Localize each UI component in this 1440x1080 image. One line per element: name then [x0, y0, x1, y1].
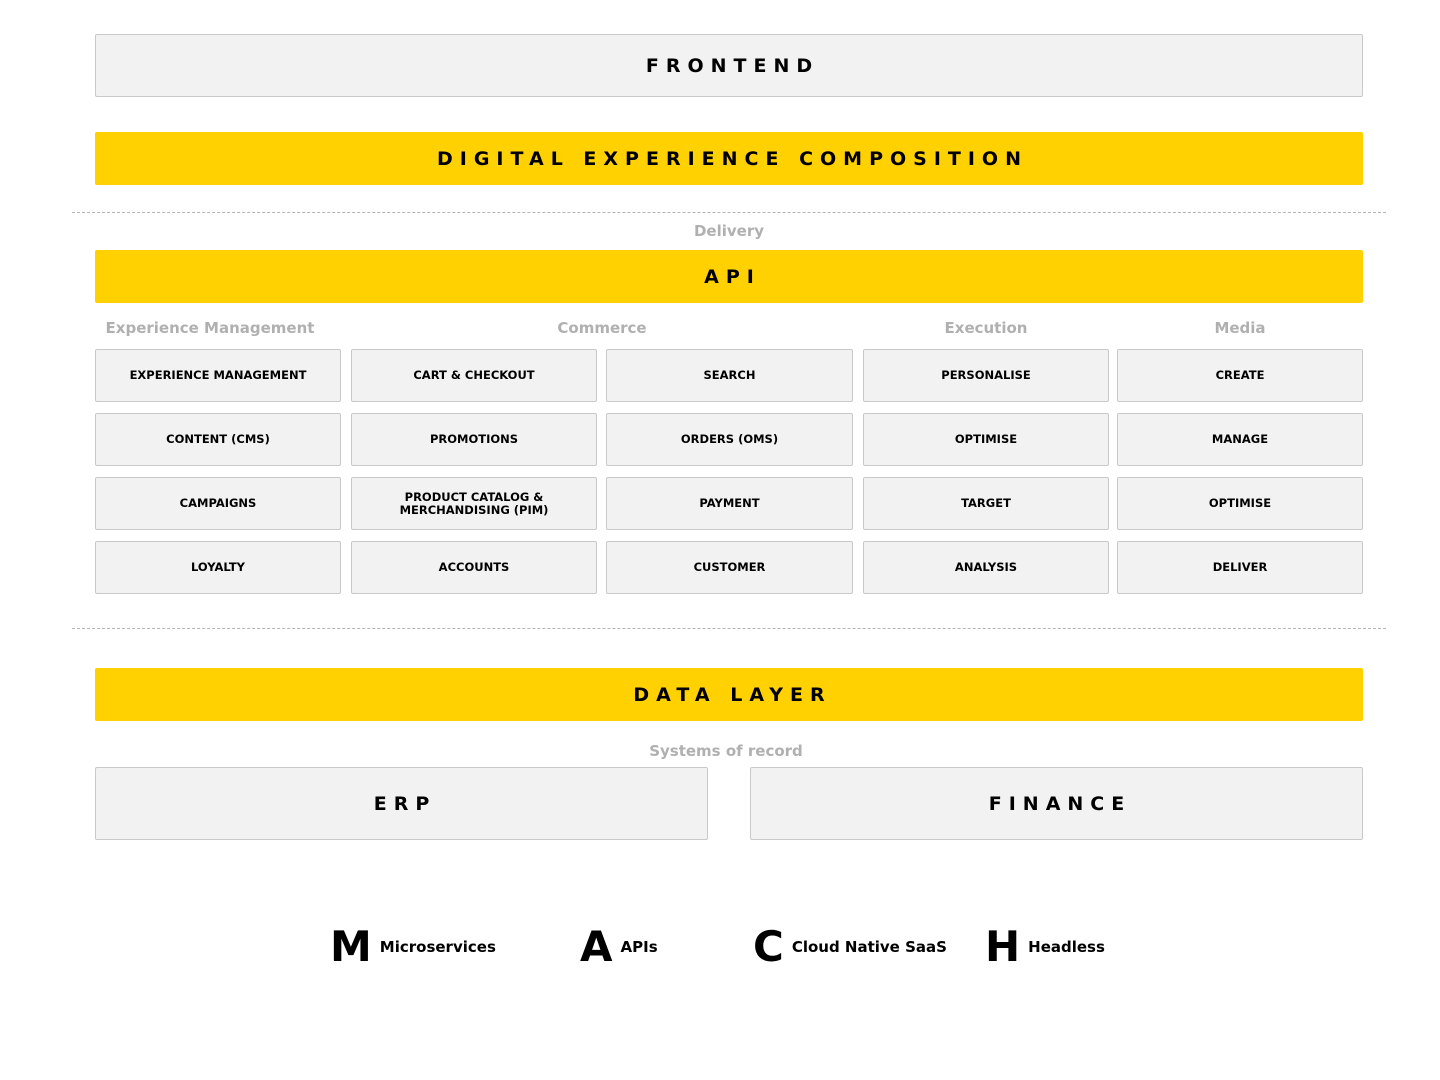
legend-label-headless: Headless: [1028, 938, 1105, 956]
legend-headless: [985, 922, 1105, 971]
cell-deliver: DELIVER: [1117, 541, 1363, 594]
column-header-execution: Execution: [944, 319, 1028, 337]
cell-experience-management: EXPERIENCE MANAGEMENT: [95, 349, 341, 402]
legend-letter-h: H: [985, 922, 1021, 971]
cell-target: TARGET: [863, 477, 1109, 530]
legend-label-apis: APIs: [620, 938, 658, 956]
cell-customer: CUSTOMER: [606, 541, 853, 594]
system-erp: ERP: [95, 767, 708, 840]
cell-product-catalog-pim: PRODUCT CATALOG & MERCHANDISING (PIM): [351, 477, 597, 530]
cell-manage: MANAGE: [1117, 413, 1363, 466]
cell-optimise-execution: OPTIMISE: [863, 413, 1109, 466]
systems-caption: Systems of record: [649, 742, 803, 760]
column-header-commerce: Commerce: [557, 319, 647, 337]
cell-accounts: ACCOUNTS: [351, 541, 597, 594]
cell-cart-checkout: CART & CHECKOUT: [351, 349, 597, 402]
legend-letter-a: A: [580, 922, 613, 971]
legend-letter-m: M: [330, 922, 372, 971]
dxc-layer: DIGITAL EXPERIENCE COMPOSITION: [95, 132, 1363, 185]
cell-campaigns: CAMPAIGNS: [95, 477, 341, 530]
cell-search: SEARCH: [606, 349, 853, 402]
column-header-experience-management: Experience Management: [105, 319, 315, 337]
system-finance: FINANCE: [750, 767, 1363, 840]
divider-top: [72, 212, 1386, 213]
cell-create: CREATE: [1117, 349, 1363, 402]
legend-apis: [580, 922, 658, 971]
api-layer: API: [95, 250, 1363, 303]
cell-loyalty: LOYALTY: [95, 541, 341, 594]
data-layer: DATA LAYER: [95, 668, 1363, 721]
divider-bottom: [72, 628, 1386, 629]
legend-cloud-native-saas: [753, 922, 947, 971]
cell-personalise: PERSONALISE: [863, 349, 1109, 402]
legend-letter-c: C: [753, 922, 784, 971]
cell-orders-oms: ORDERS (OMS): [606, 413, 853, 466]
cell-analysis: ANALYSIS: [863, 541, 1109, 594]
frontend-layer: FRONTEND: [95, 34, 1363, 97]
cell-payment: PAYMENT: [606, 477, 853, 530]
cell-content-cms: CONTENT (CMS): [95, 413, 341, 466]
column-header-media: Media: [1214, 319, 1266, 337]
legend-label-microservices: Microservices: [379, 938, 496, 956]
cell-optimise-media: OPTIMISE: [1117, 477, 1363, 530]
delivery-caption: Delivery: [693, 222, 765, 240]
legend-microservices: [330, 922, 496, 971]
cell-promotions: PROMOTIONS: [351, 413, 597, 466]
legend-label-cloud-native-saas: Cloud Native SaaS: [791, 938, 947, 956]
